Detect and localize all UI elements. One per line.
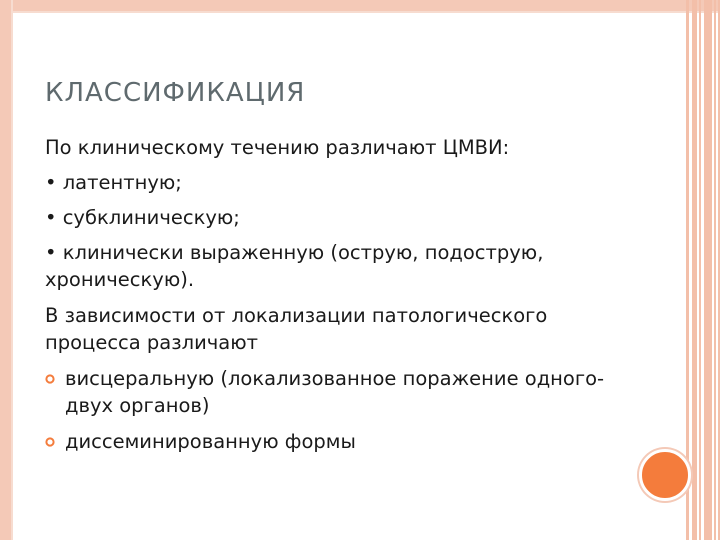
localization-line: В зависимости от локализации патологического процесса различают: [45, 304, 548, 354]
frame-left-border: [0, 0, 13, 540]
bullet-text-visceral: висцеральную (локализованное поражение одного-двух органов): [65, 367, 605, 417]
bullet-item: [45, 365, 645, 419]
intro-line: По клиническому течению различают ЦМВИ:: [45, 136, 510, 159]
bullet-text-disseminated: диссеминированную формы: [65, 430, 356, 453]
list-line-clinical: • клинически выраженную (острую, подострую, хроническую).: [45, 241, 544, 291]
stripe: [692, 0, 697, 540]
circle-bullet-icon: [45, 374, 55, 384]
stripe: [686, 0, 689, 540]
slide-content: [45, 134, 645, 464]
stripe: [714, 0, 716, 540]
slide-title: КЛАССИФИКАЦИЯ: [45, 78, 306, 108]
decorative-circle: [639, 449, 691, 501]
list-line-subclinical: • субклиническую;: [45, 206, 240, 229]
stripe: [699, 0, 701, 540]
circle-bullet-icon: [45, 437, 55, 447]
frame-top-border: [0, 0, 720, 13]
stripe: [704, 0, 712, 540]
list-line-latent: • латентную;: [45, 171, 182, 194]
bullet-item: [45, 428, 645, 455]
frame-right-stripes: [686, 0, 720, 540]
